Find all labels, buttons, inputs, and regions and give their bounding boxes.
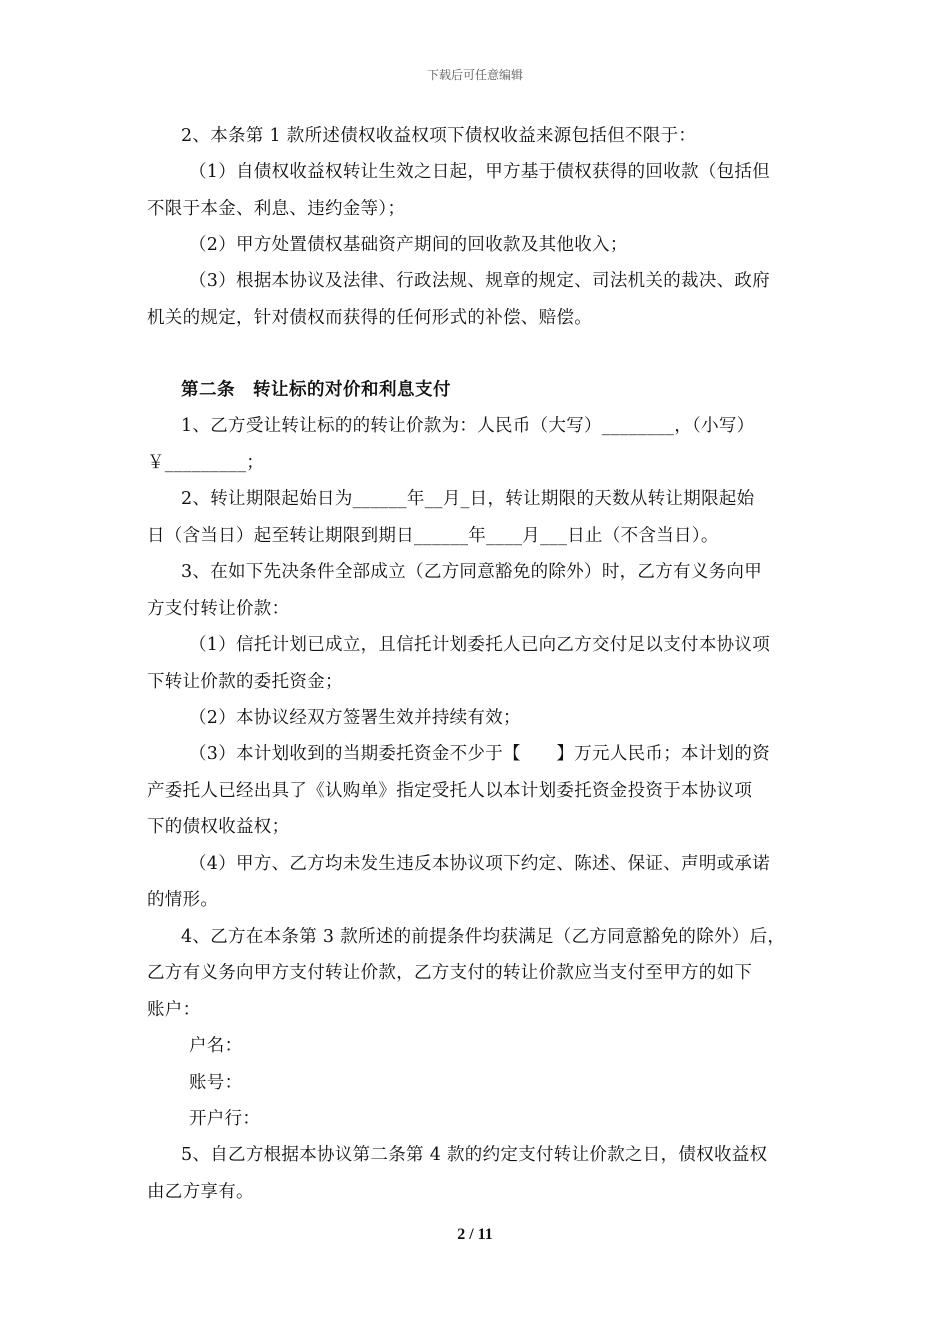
paragraph-line: （1）信托计划已成立，且信托计划委托人已向乙方交付足以支付本协议项 xyxy=(189,635,771,655)
paragraph-line: 3、在如下先决条件全部成立（乙方同意豁免的除外）时，乙方有义务向甲 xyxy=(181,562,763,582)
paragraph-line: 不限于本金、利息、违约金等）； xyxy=(147,199,406,219)
paragraph-line: 机关的规定，针对债权而获得的任何形式的补偿、赔偿。 xyxy=(147,308,592,328)
paragraph-line: 方支付转让价款： xyxy=(147,599,290,619)
paragraph-line: 5、自乙方根据本协议第二条第 4 款的约定支付转让价款之日，债权收益权 xyxy=(181,1145,768,1165)
paragraph-line: 由乙方享有。 xyxy=(147,1182,254,1202)
bank-branch-label: 开户行： xyxy=(189,1109,261,1129)
paragraph-line: （3）本计划收到的当期委托资金不少于【 】万元人民币；本计划的资 xyxy=(189,744,771,764)
paragraph-line: 产委托人已经出具了《认购单》指定受托人以本计划委托资金投资于本协议项 xyxy=(147,781,753,801)
paragraph-line: ￥_________； xyxy=(147,453,265,473)
page-number: 2 / 11 xyxy=(457,1226,493,1243)
paragraph-line: （1）自债权收益权转让生效之日起，甲方基于债权获得的回收款（包括但 xyxy=(189,162,771,182)
paragraph-line: （4）甲方、乙方均未发生违反本协议项下约定、陈述、保证、声明或承诺 xyxy=(189,854,771,874)
paragraph-line: 2、本条第 1 款所述债权收益权项下债权收益来源包括但不限于： xyxy=(181,126,697,146)
section-heading: 第二条 转让标的对价和利息支付 xyxy=(181,380,451,400)
paragraph-line: 1、乙方受让转让标的的转让价款为：人民币（大写）________，（小写） xyxy=(181,416,755,436)
paragraph-line: 乙方有义务向甲方支付转让价款，乙方支付的转让价款应当支付至甲方的如下 xyxy=(147,963,753,983)
paragraph-line: 2、转让期限起始日为______年__月_日，转让期限的天数从转让期限起始 xyxy=(181,489,755,509)
paragraph-line: 账户： xyxy=(147,1000,201,1020)
paragraph-line: （2）本协议经双方签署生效并持续有效； xyxy=(189,708,521,728)
account-name-label: 户名： xyxy=(189,1036,243,1056)
paragraph-line: 下转让价款的委托资金； xyxy=(147,672,343,692)
paragraph-line: （3）根据本协议及法律、行政法规、规章的规定、司法机关的裁决、政府 xyxy=(189,271,771,291)
paragraph-line: （2）甲方处置债权基础资产期间的回收款及其他收入； xyxy=(189,235,628,255)
page-header: 下载后可任意编辑 xyxy=(426,68,523,82)
account-number-label: 账号： xyxy=(189,1073,243,1093)
paragraph-line: 的情形。 xyxy=(147,890,219,910)
paragraph-line: 日（含当日）起至转让期限到期日______年____月___日止（不含当日）。 xyxy=(147,526,719,546)
paragraph-line: 4、乙方在本条第 3 款所述的前提条件均获满足（乙方同意豁免的除外）后， xyxy=(181,927,786,947)
paragraph-line: 下的债权收益权； xyxy=(147,817,290,837)
